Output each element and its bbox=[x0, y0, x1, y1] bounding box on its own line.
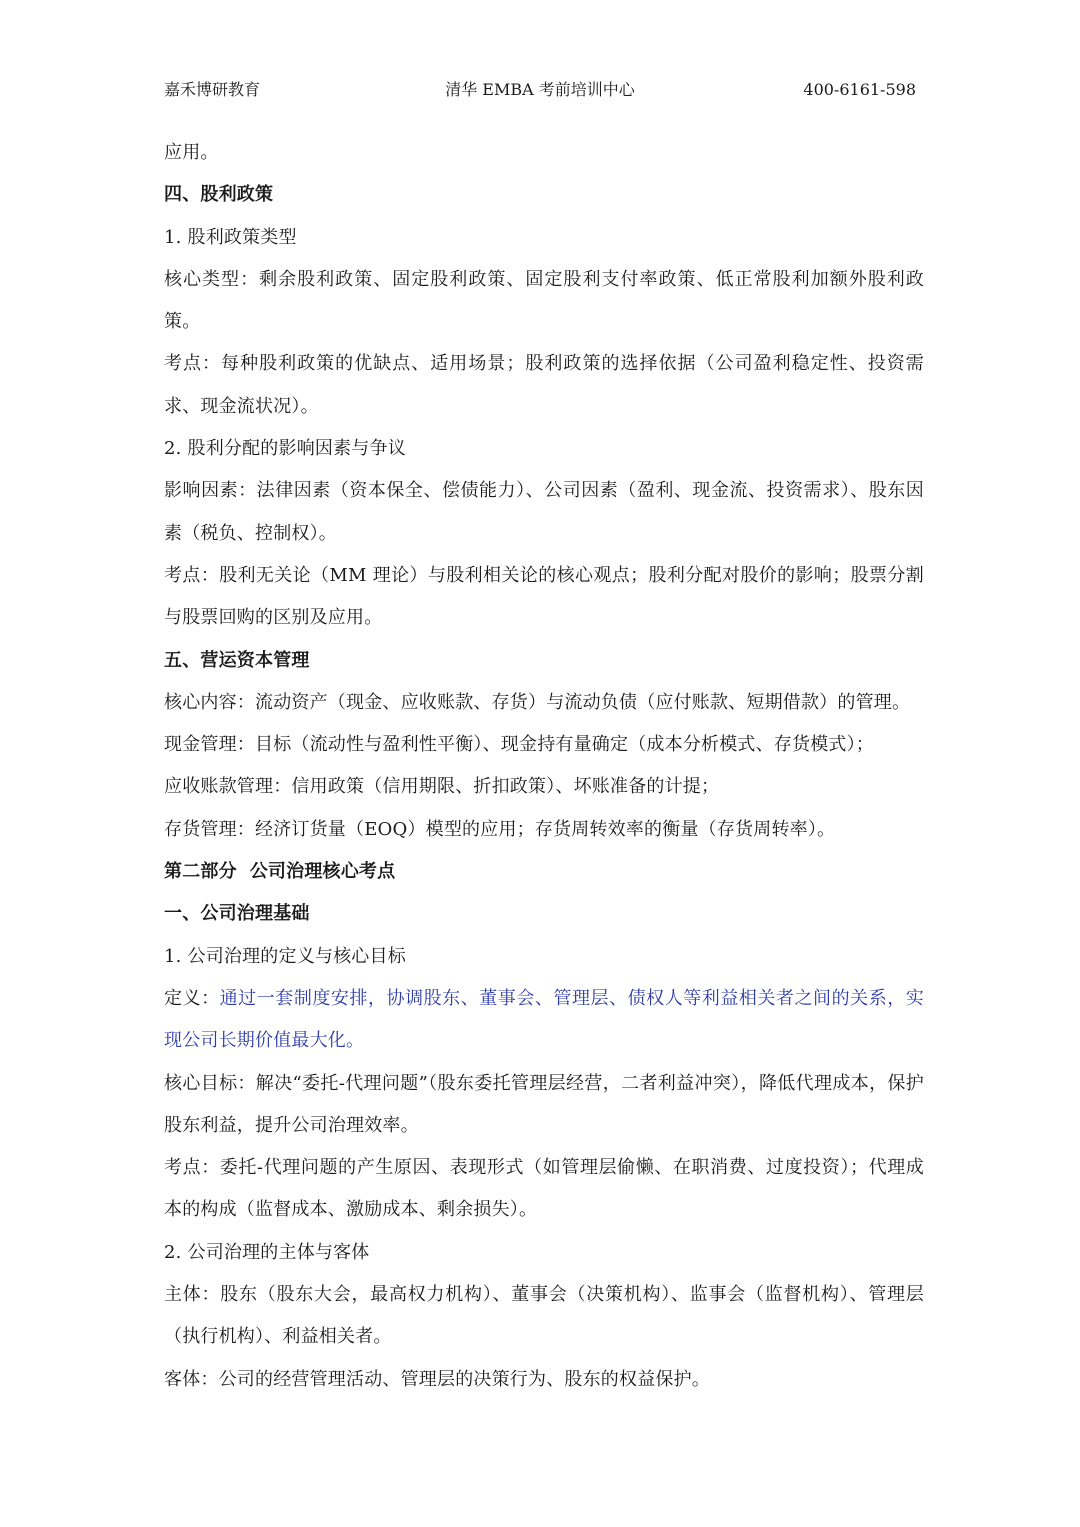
text-paragraph: 主体：股东（股东大会，最高权力机构）、董事会（决策机构）、监事会（监督机构）、管理层（执行机构）、利益相关者。 bbox=[164, 1284, 924, 1348]
subsection-title: 2. 股利分配的影响因素与争议 bbox=[164, 438, 406, 460]
text-paragraph: 客体：公司的经营管理活动、管理层的决策行为、股东的权益保护。 bbox=[164, 1368, 710, 1390]
text-paragraph: 应用。 bbox=[164, 142, 219, 163]
subsection-title: 2. 公司治理的主体与客体 bbox=[164, 1241, 370, 1263]
header-org-name: 嘉禾博研教育 bbox=[164, 80, 261, 99]
text-paragraph: 影响因素：法律因素（资本保全、偿债能力）、公司因素（盈利、现金流、投资需求）、股东因素（税负、控制权）。 bbox=[164, 480, 924, 544]
text-paragraph: 考点：每种股利政策的优缺点、适用场景；股利政策的选择依据（公司盈利稳定性、投资需求、现金流状况）。 bbox=[164, 353, 924, 417]
section-heading: 四、股利政策 bbox=[164, 184, 274, 206]
text-paragraph: 考点：股利无关论（MM 理论）与股利相关论的核心观点；股利分配对股价的影响；股票分割与股票回购的区别及应用。 bbox=[164, 564, 924, 629]
section-heading: 一、公司治理基础 bbox=[164, 903, 310, 925]
page-header bbox=[164, 78, 916, 102]
part-heading: 第二部分 公司治理核心考点 bbox=[164, 861, 396, 883]
definition-paragraph bbox=[164, 978, 924, 1063]
subsection-title: 1. 股利政策类型 bbox=[164, 226, 297, 248]
text-paragraph: 核心类型：剩余股利政策、固定股利政策、固定股利支付率政策、低正常股利加额外股利政策。 bbox=[164, 268, 924, 333]
text-paragraph: 核心目标：解决“委托-代理问题”（股东委托管理层经营，二者利益冲突），降低代理成本，保护股东利益，提升公司治理效率。 bbox=[164, 1072, 924, 1136]
text-paragraph: 应收账款管理：信用政策（信用期限、折扣政策）、坏账准备的计提； bbox=[164, 776, 720, 798]
subsection-title: 1. 公司治理的定义与核心目标 bbox=[164, 945, 406, 967]
text-paragraph: 现金管理：目标（流动性与盈利性平衡）、现金持有量确定（成本分析模式、存货模式）； bbox=[164, 734, 874, 756]
definition-label: 定义： bbox=[164, 987, 220, 1009]
text-paragraph: 考点：委托-代理问题的产生原因、表现形式（如管理层偷懒、在职消费、过度投资）；代理成本的构成（监督成本、激励成本、剩余损失）。 bbox=[164, 1157, 924, 1221]
header-program-title: 清华 EMBA 考前培训中心 bbox=[445, 80, 635, 99]
text-paragraph: 核心内容：流动资产（现金、应收账款、存货）与流动负债（应付账款、短期借款）的管理。 bbox=[164, 691, 911, 713]
header-phone-number: 400-6161-598 bbox=[803, 80, 916, 99]
section-heading: 五、营运资本管理 bbox=[164, 649, 310, 671]
text-paragraph: 存货管理：经济订货量（EOQ）模型的应用；存货周转效率的衡量（存货周转率）。 bbox=[164, 818, 836, 840]
definition-highlight-text: 通过一套制度安排，协调股东、董事会、管理层、债权人等利益相关者之间的关系，实现公司长期价值最大化。 bbox=[164, 987, 924, 1052]
document-body bbox=[164, 132, 924, 1401]
